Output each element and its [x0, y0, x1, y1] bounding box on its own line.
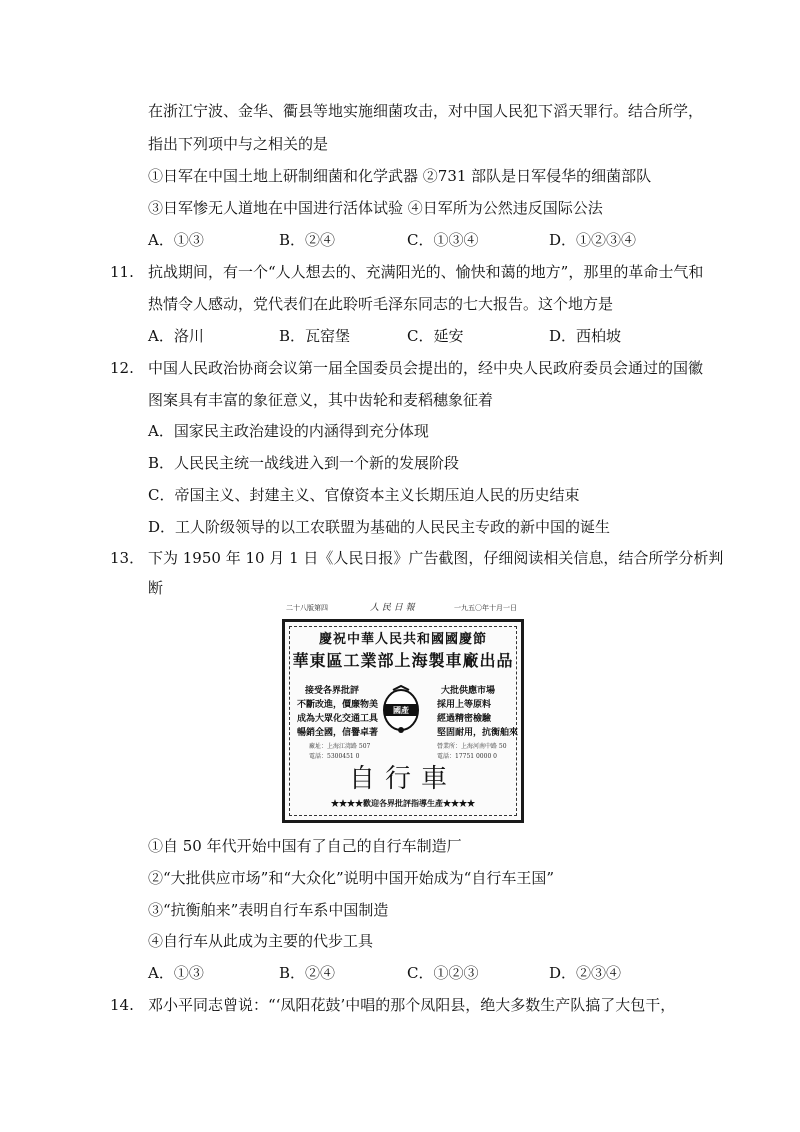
- ad-bottom-slogan: ★★★★歡迎各界批評指導生產★★★★: [331, 798, 475, 808]
- q11-option-d: D．西柏坡: [549, 327, 622, 345]
- q10-statements-line-1: ①日军在中国土地上研制细菌和化学武器 ②731 部队是日军侵华的细菌部队: [148, 167, 652, 185]
- q12-text-line-2: 图案具有丰富的象征意义，其中齿轮和麦稻穗象征着: [148, 391, 494, 409]
- q11-option-b: B．瓦窑堡: [279, 327, 351, 345]
- ad-left-line: 暢銷全國，信譽卓著: [297, 728, 379, 738]
- q11-number: 11.: [110, 263, 134, 281]
- ad-phone-line: 電話：17751 0000 0: [437, 753, 497, 760]
- ad-frame: [282, 619, 524, 823]
- q12-option-b: B．人民民主统一战线进入到一个新的发展阶段: [148, 454, 460, 472]
- q10-text-line-1: 在浙江宁波、金华、衢县等地实施细菌攻击，对中国人民犯下滔天罪行。结合所学，: [148, 102, 704, 120]
- q13-text-line-1: 下为 1950 年 10 月 1 日《人民日报》广告截图，仔细阅读相关信息，结合所学分析判: [148, 549, 724, 567]
- q12-option-d: D．工人阶级领导的以工农联盟为基础的人民民主专政的新中国的诞生: [148, 518, 611, 536]
- q14-text-line-1: 邓小平同志曾说：“‘凤阳花鼓’中唱的那个凤阳县，绝大多数生产队搞了大包干，: [148, 996, 676, 1014]
- ad-phone-line: 電話：5300451 0: [309, 753, 360, 760]
- q13-option-b: B．②④: [279, 964, 336, 982]
- ad-right-column: [437, 684, 518, 740]
- q14-number: 14.: [110, 996, 134, 1014]
- ad-address-line: 廠址：上海江湾路 507: [309, 743, 371, 750]
- ad-right-line: 大批供應市場: [441, 686, 496, 696]
- ad-right-line: 堅固耐用，抗衡舶來: [437, 728, 519, 738]
- ad-left-line: 不斷改進，價廉物美: [297, 700, 379, 710]
- ad-newspaper-header: [282, 601, 530, 615]
- q10-option-d: D．①②③④: [549, 231, 637, 249]
- q13-text-line-2: 断: [148, 579, 164, 597]
- ad-left-line: 接受各界批評: [305, 686, 360, 696]
- ad-address-line: 營業所：上海河南中路 50: [437, 743, 507, 750]
- ad-header-mid: 人 民 日 報: [370, 603, 415, 613]
- q13-option-a: A．①③: [148, 964, 204, 982]
- q12-option-c: C．帝国主义、封建主义、官僚资本主义长期压迫人民的历史结束: [148, 486, 580, 504]
- ad-left-column: [297, 684, 378, 740]
- q13-statement-3: ③“抗衡舶来”表明自行车系中国制造: [148, 901, 389, 919]
- q11-option-a: A．洛川: [148, 327, 204, 345]
- q11-option-c: C．延安: [407, 327, 464, 345]
- q10-option-c: C．①③④: [407, 231, 479, 249]
- ad-right-line: 採用上等原料: [437, 700, 492, 710]
- q13-option-d: D．②③④: [549, 964, 622, 982]
- q10-option-a: A．①③: [148, 231, 204, 249]
- q13-option-c: C．①②③: [407, 964, 479, 982]
- q10-option-b: B．②④: [279, 231, 336, 249]
- ad-product-name: 自行車: [348, 764, 457, 794]
- q12-number: 12.: [110, 359, 134, 377]
- q12-option-a: A．国家民主政治建设的内涵得到充分体现: [148, 422, 429, 440]
- ad-title-2: 華東區工業部上海製車廠出品: [292, 651, 514, 670]
- q10-text-line-2: 指出下列项中与之相关的是: [148, 135, 329, 153]
- ad-left-line: 成為大眾化交通工具: [297, 714, 379, 724]
- q13-statement-2: ②“大批供应市场”和“大众化”说明中国开始成为“自行车王国”: [148, 869, 555, 887]
- ad-header-right: 一九五〇年十月一日: [454, 604, 517, 612]
- q11-text-line-2: 热情令人感动，党代表们在此聆听毛泽东同志的七大报告。这个地方是: [148, 295, 614, 313]
- q11-text-line-1: 抗战期间，有一个“人人想去的、充满阳光的、愉快和蔼的地方”，那里的革命士气和: [148, 263, 704, 281]
- ad-logo-text: 國產: [393, 705, 409, 715]
- q12-text-line-1: 中国人民政治协商会议第一届全国委员会提出的，经中央人民政府委员会通过的国徽: [148, 359, 704, 377]
- q10-statements-line-2: ③日军惨无人道地在中国进行活体试验 ④日军所为公然违反国际公法: [148, 199, 603, 217]
- ad-right-line: 經過精密檢驗: [437, 714, 492, 724]
- q13-statement-1: ①自 50 年代开始中国有了自己的自行车制造厂: [148, 837, 462, 855]
- newspaper-ad-image: [282, 601, 530, 827]
- q13-statement-4: ④自行车从此成为主要的代步工具: [148, 932, 374, 950]
- ad-header-left: 二十八版第四: [286, 604, 328, 612]
- q13-number: 13．: [110, 549, 145, 567]
- ad-title-1: 慶祝中華人民共和國國慶節: [318, 632, 487, 647]
